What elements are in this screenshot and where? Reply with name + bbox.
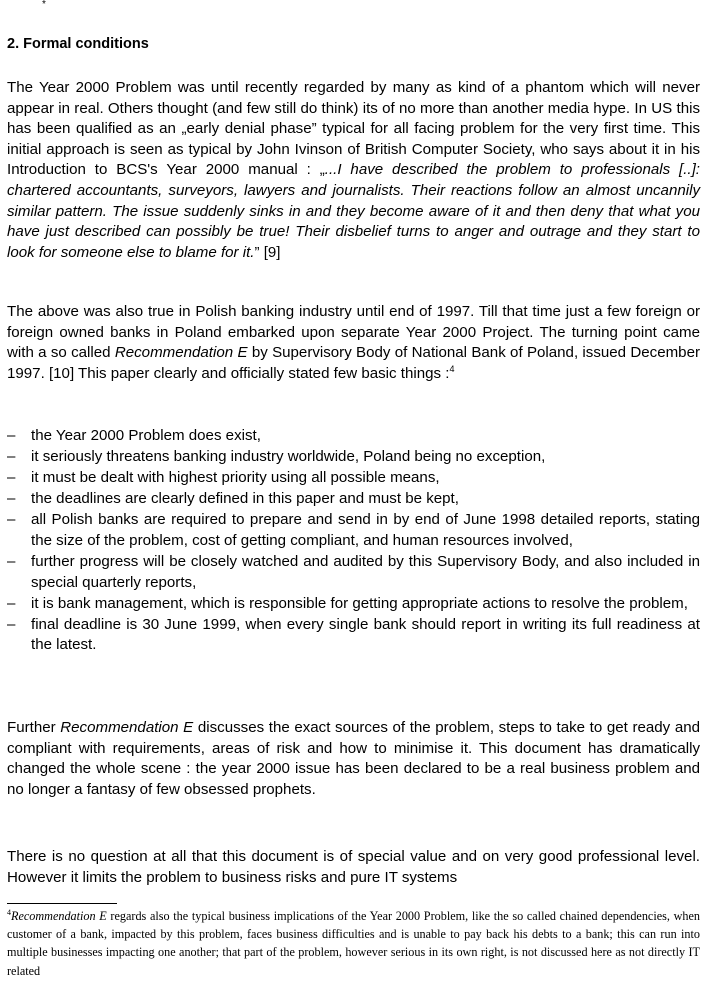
footnote-divider (7, 903, 117, 904)
footnote-reference: 4 (449, 363, 455, 374)
list-item-text: all Polish banks are required to prepare and send in by end of June 1998 detailed reports, stating the size of the problem, cost of getting compliant, and human resources involved, (31, 511, 700, 549)
footnote (7, 907, 700, 980)
list-item (7, 552, 700, 593)
ivinson-quote: ...I have described the problem to professionals [..]: chartered accountants, surveyors, lawyers and journalists. Their reactions follow an almost uncannily similar pattern. The issue suddenly sinks in and they become aware of it and then deny that what you have just described can possibly be true! Their disbelief turns to anger and outrage and they start to look for someone else to blame for it. (7, 161, 700, 261)
paragraph-further-rest: discusses the exact sources of the problem, steps to take to get ready and compliant with requirements, areas of risk and how to minimise it. This document has dramatically changed the whole scene : the year 2000 issue has been declared to be a real business problem and no longer a fantasy of few obsessed prophets. (7, 719, 701, 798)
paragraph-polish-banking (7, 302, 700, 384)
paragraph-intro-text: The Year 2000 Problem was until recently regarded by many as kind of a phantom which will never appear in real. Others thought (and few still do think) its of no more than another media hype. In US this has been qualified as an „early denial phase” typical for all facing problem for the very first time. This initial approach is seen as typical by John Ivinson of British Computer Society, who says about it in his Introduction to BCS's Year 2000 manual : „ (7, 79, 700, 179)
paragraph-further-text: Further (7, 719, 61, 736)
list-item (7, 510, 700, 551)
footnote-number: 4 (7, 907, 11, 917)
paragraph-intro-citation: ” [9] (254, 243, 281, 261)
list-item (7, 615, 700, 656)
paragraph-polish-banking-rest: by Supervisory Body of National Bank of Poland, issued December 1997. [10] This paper clearly and officially stated few basic things : (7, 344, 700, 382)
footnote-text: regards also the typical business implications of the Year 2000 Problem, like the so called chained dependencies, when customer of a bank, impacted by this problem, faces business difficulties and is unable to pay back his debts to a bank; this can run into multiple businesses impacting one another; that part of the problem, however serious in its own right, is not discussed here as not directly IT related (7, 909, 700, 978)
section-title: 2. Formal conditions (7, 36, 149, 52)
list-item-text: the Year 2000 Problem does exist, (31, 427, 261, 444)
dash-marker: – (7, 594, 16, 612)
recommendation-e-title: Recommendation E (60, 719, 194, 736)
list-item-text: it seriously threatens banking industry worldwide, Poland being no exception, (31, 448, 546, 466)
basic-things-list (7, 426, 700, 657)
dash-marker: – (7, 469, 16, 487)
dash-marker: – (7, 511, 16, 529)
list-item (7, 468, 700, 489)
list-item-text: final deadline is 30 June 1999, when every single bank should report in writing its full readiness at the latest. (31, 615, 700, 654)
dash-marker: – (7, 427, 16, 444)
list-item (7, 447, 700, 468)
list-item-text: the deadlines are clearly defined in this paper and must be kept, (31, 490, 459, 508)
list-item (7, 594, 700, 615)
dash-marker: – (7, 448, 16, 466)
paragraph-intro (7, 78, 700, 263)
paragraph-no-question: There is no question at all that this document is of special value and on very good professional level. However it limits the problem to business risks and pure IT systems (7, 848, 700, 886)
footnote-recommendation-e: Recommendation E (11, 909, 107, 923)
recommendation-e-title: Recommendation E (114, 344, 248, 362)
list-item-text: it is bank management, which is responsible for getting appropriate actions to resolve the problem, (31, 594, 688, 612)
dash-marker: – (7, 553, 16, 571)
list-item (7, 489, 700, 510)
paragraph-further-recommendation (7, 718, 700, 800)
top-mark: * (42, 0, 46, 10)
list-item-text: it must be dealt with highest priority using all possible means, (31, 469, 440, 487)
list-item (7, 426, 700, 447)
list-item-text: further progress will be closely watched and audited by this Supervisory Body, and also included in special quarterly reports, (31, 553, 700, 591)
dash-marker: – (7, 490, 16, 508)
dash-marker: – (7, 615, 16, 633)
paragraph-polish-banking-text: The above was also true in Polish banking industry until end of 1997. Till that time just a few foreign or foreign owned banks in Poland embarked upon separate Year 2000 Project. The turning point came with a so called (7, 303, 700, 362)
